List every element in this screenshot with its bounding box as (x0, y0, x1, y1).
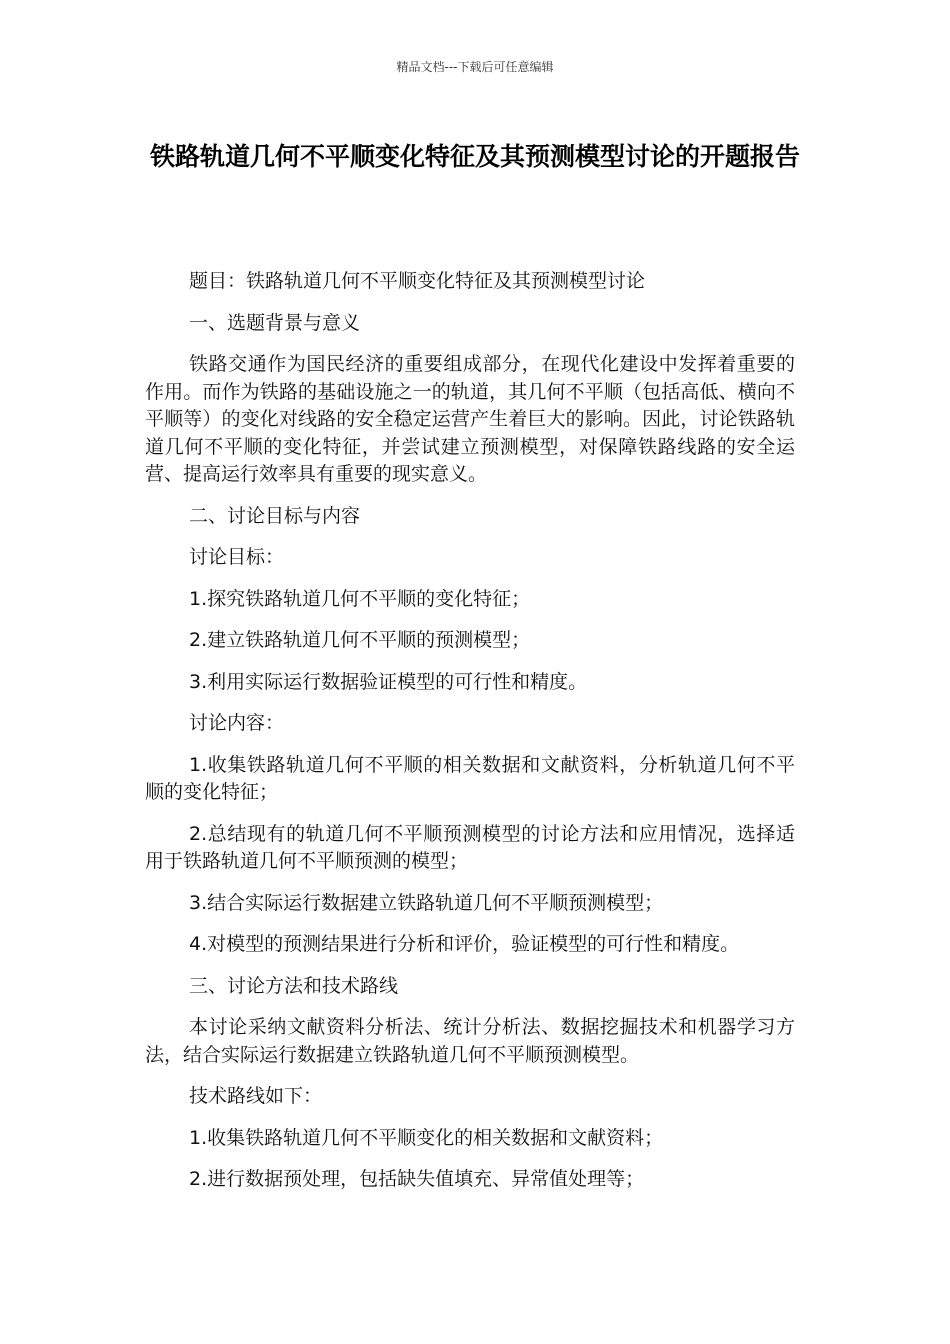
list-item: 1.收集铁路轨道几何不平顺的相关数据和文献资料，分析轨道几何不平顺的变化特征； (145, 753, 795, 803)
section-heading: 一、选题背景与意义 (189, 311, 361, 334)
section-heading: 三、讨论方法和技术路线 (189, 974, 399, 997)
list-item: 4.对模型的预测结果进行分析和评价，验证模型的可行性和精度。 (189, 933, 740, 955)
subheading: 讨论内容： (189, 712, 285, 734)
list-item: 2.进行数据预处理，包括缺失值填充、异常值处理等； (189, 1168, 645, 1190)
document-title: 铁路轨道几何不平顺变化特征及其预测模型讨论的开题报告 (149, 142, 800, 171)
list-item: 1.探究铁路轨道几何不平顺的变化特征； (189, 587, 531, 610)
subheading: 技术路线如下： (189, 1085, 323, 1107)
list-item: 1.收集铁路轨道几何不平顺变化的相关数据和文献资料； (189, 1126, 664, 1149)
document-body (145, 268, 795, 1208)
section-heading: 二、讨论目标与内容 (189, 504, 361, 527)
body-paragraph: 铁路交通作为国民经济的重要组成部分，在现代化建设中发挥着重要的作用。而作为铁路的基础设施之一的轨道，其几何不平顺（包括高低、横向不平顺等）的变化对线路的安全稳定运营产生着巨大的影响。因此，讨论铁路轨道几何不平顺的变化特征，并尝试建立预测模型，对保障铁路线路的安全运营、提高运行效率具有重要的现实意义。 (145, 353, 795, 485)
list-item: 2.建立铁路轨道几何不平顺的预测模型； (189, 629, 531, 651)
body-paragraph: 本讨论采纳文献资料分析法、统计分析法、数据挖掘技术和机器学习方法，结合实际运行数据建立铁路轨道几何不平顺预测模型。 (145, 1016, 795, 1066)
topic-line: 题目：铁路轨道几何不平顺变化特征及其预测模型讨论 (189, 270, 646, 292)
list-item: 3.利用实际运行数据验证模型的可行性和精度。 (189, 670, 588, 693)
page-header: 精品文档---下载后可任意编辑 (396, 60, 554, 74)
list-item: 2.总结现有的轨道几何不平顺预测模型的讨论方法和应用情况，选择适用于铁路轨道几何不平顺预测的模型； (145, 822, 795, 872)
subheading: 讨论目标： (189, 546, 285, 568)
list-item: 3.结合实际运行数据建立铁路轨道几何不平顺预测模型； (189, 891, 664, 914)
